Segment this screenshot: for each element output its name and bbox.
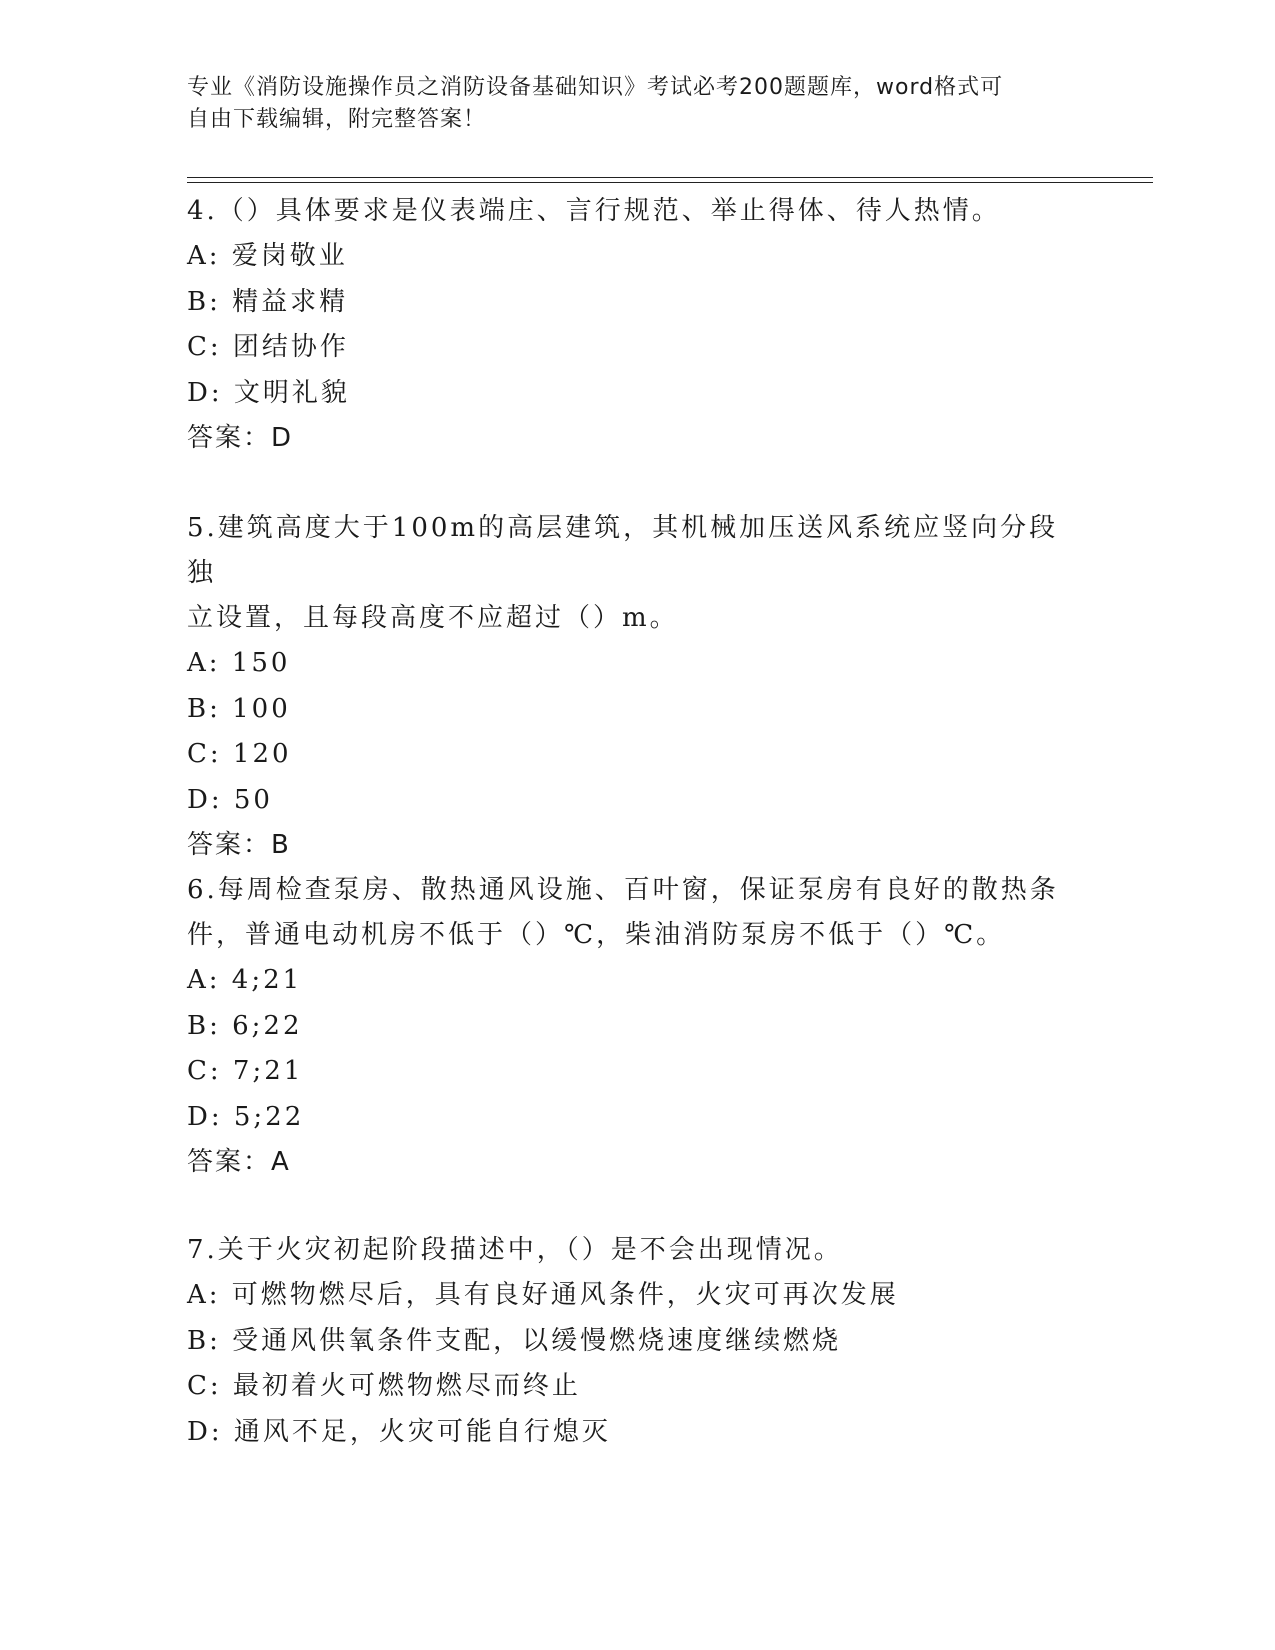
question-stem-line-2: 件，普通电动机房不低于（）℃，柴油消防泵房不低于（）℃。 — [187, 920, 1006, 950]
header-line-1: 专业《消防设施操作员之消防设备基础知识》考试必考200题题库，word格式可 — [187, 75, 1004, 100]
option-c: C: 120 — [187, 739, 292, 769]
option-a: A: 可燃物燃尽后，具有良好通风条件，火灾可再次发展 — [187, 1280, 899, 1310]
question-4 — [187, 189, 1077, 461]
question-5 — [187, 506, 1077, 868]
header-line-2: 自由下载编辑，附完整答案！ — [187, 107, 487, 132]
header-divider-top — [187, 177, 1153, 178]
option-d: D: 通风不足，火灾可能自行熄灭 — [187, 1416, 611, 1447]
header-divider-bottom — [187, 182, 1153, 183]
question-stem: 4.（）具体要求是仪表端庄、言行规范、举止得体、待人热情。 — [187, 196, 1001, 226]
question-stem: 7.关于火灾初起阶段描述中，（）是不会出现情况。 — [187, 1235, 843, 1265]
question-6 — [187, 868, 1077, 1185]
option-b: B: 6;22 — [187, 1010, 303, 1041]
question-stem-line-2: 立设置，且每段高度不应超过（）m。 — [187, 603, 679, 633]
answer: 答案：D — [187, 423, 294, 453]
option-a: A: 150 — [187, 648, 291, 678]
option-b: B: 精益求精 — [187, 286, 349, 317]
option-a: A: 爱岗敬业 — [187, 241, 348, 271]
option-d: D: 文明礼貌 — [187, 377, 350, 408]
option-c: C: 团结协作 — [187, 332, 349, 362]
option-c: C: 最初着火可燃物燃尽而终止 — [187, 1371, 581, 1401]
option-b: B: 受通风供氧条件支配，以缓慢燃烧速度继续燃烧 — [187, 1325, 842, 1356]
option-d: D: 50 — [187, 784, 273, 815]
question-7 — [187, 1228, 1077, 1455]
question-stem-line-1: 6.每周检查泵房、散热通风设施、百叶窗，保证泵房有良好的散热条 — [187, 875, 1059, 905]
answer: 答案：A — [187, 1147, 291, 1177]
option-c: C: 7;21 — [187, 1056, 304, 1086]
option-a: A: 4;21 — [187, 965, 303, 995]
option-d: D: 5;22 — [187, 1101, 305, 1132]
option-b: B: 100 — [187, 693, 291, 724]
document-header — [187, 72, 1067, 136]
answer: 答案：B — [187, 830, 291, 860]
question-stem-line-1: 5.建筑高度大于100m的高层建筑，其机械加压送风系统应竖向分段独 — [187, 513, 1059, 588]
